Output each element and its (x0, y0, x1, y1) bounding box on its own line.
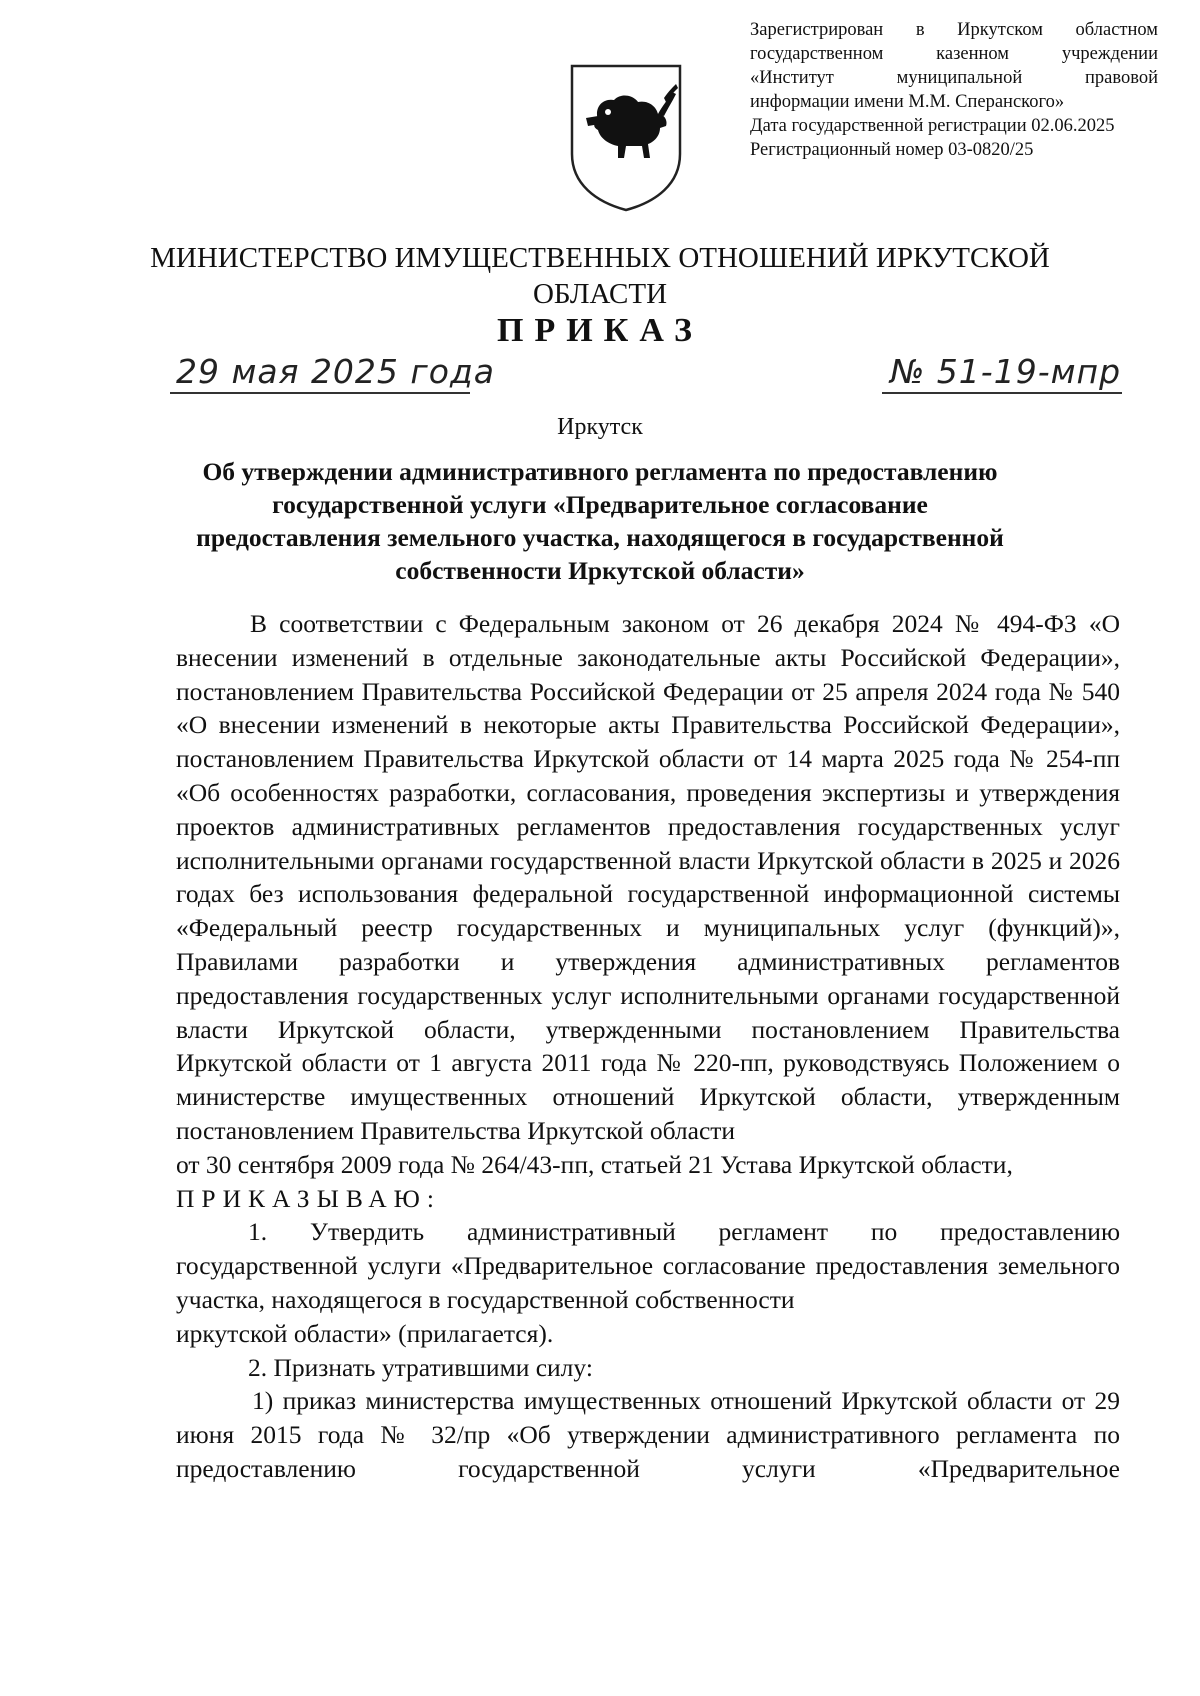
number-underline (882, 392, 1122, 394)
handwritten-order-number: № 51-19-мпр (890, 352, 1122, 391)
date-underline (170, 392, 470, 394)
preamble-last-line: от 30 сентября 2009 года № 264/43-пп, статьей 21 Устава Иркутской области, (176, 1149, 1013, 1179)
handwritten-date: 29 мая 2025 года (176, 352, 495, 391)
order-item-1: 1. Утвердить административный регламент по предоставлению государственной услуги «Предварительное согласование предоставления земельного участка, находящегося в государственной собственности (176, 1217, 1120, 1314)
ministry-name-line: МИНИСТЕРСТВО ИМУЩЕСТВЕННЫХ ОТНОШЕНИЙ ИРКУТСКОЙ (150, 242, 1050, 274)
order-subject (170, 455, 1030, 587)
order-item-1-last-line: иркутской области» (прилагается). (176, 1318, 554, 1348)
city-name: Иркутск (557, 414, 643, 440)
registration-number: Регистрационный номер 03-0820/25 (750, 140, 1034, 160)
ministry-name (150, 240, 1050, 312)
document-type-title: ПРИКАЗ (497, 312, 703, 349)
registration-line: «Институт муниципальной правовой (750, 68, 1158, 88)
order-body (176, 607, 1120, 1486)
subject-line: государственной услуги «Предварительное согласование (272, 490, 928, 519)
registration-line: Зарегистрирован в Иркутском областном (750, 20, 1158, 40)
subject-line: Об утверждении административного регламента по предоставлению (202, 457, 998, 486)
registration-line: государственном казенном учреждении (750, 44, 1158, 64)
order-item-2: 2. Признать утратившими силу: (248, 1352, 593, 1382)
order-item-2-1: 1) приказ министерства имущественных отношений Иркутской области от 29 июня 2015 года № 32/пр «Об утверждении административного регламента по предоставлению государственной услуги «Предварительное (176, 1386, 1120, 1483)
ministry-name-line: ОБЛАСТИ (532, 278, 668, 310)
order-word: ПРИКАЗЫВАЮ: (176, 1183, 441, 1213)
subject-line: собственности Иркутской области» (395, 556, 805, 585)
subject-line: предоставления земельного участка, находящегося в государственной (196, 523, 1004, 552)
preamble-paragraph: В соответствии с Федеральным законом от 26 декабря 2024 № 494-ФЗ «О внесении изменений в отдельные законодательные акты Российской Федерации», постановлением Правительства Российской Федерации от 25 апреля 2024 года № 540 «О внесении изменений в некоторые акты Правительства Российской Федерации», постановлением Правительства Иркутской области от 14 марта 2025 года № 254-пп «Об особенностях разработки, согласования, проведения экспертизы и утверждения проектов административных регламентов предоставления государственных услуг исполнительными органами государственной власти Иркутской области в 2025 и 2026 годах без использования федеральной государственной информационной системы «Федеральный реестр государственных и муниципальных услуг (функций)», Правилами разработки и утверждения административных регламентов предоставления государственных услуг исполнительными органами государственной власти Иркутской области, утвержденными постановлением Правительства Иркутской области от 1 августа 2011 года № 220-пп, руководствуясь Положением о министерстве имущественных отношений Иркутской области, утвержденным постановлением Правительства Иркутской области (176, 609, 1120, 1145)
registration-stamp (750, 18, 1158, 162)
irkutsk-coat-of-arms-icon (568, 62, 684, 212)
registration-line: информации имени М.М. Сперанского» (750, 92, 1065, 112)
registration-date: Дата государственной регистрации 02.06.2025 (750, 116, 1115, 136)
